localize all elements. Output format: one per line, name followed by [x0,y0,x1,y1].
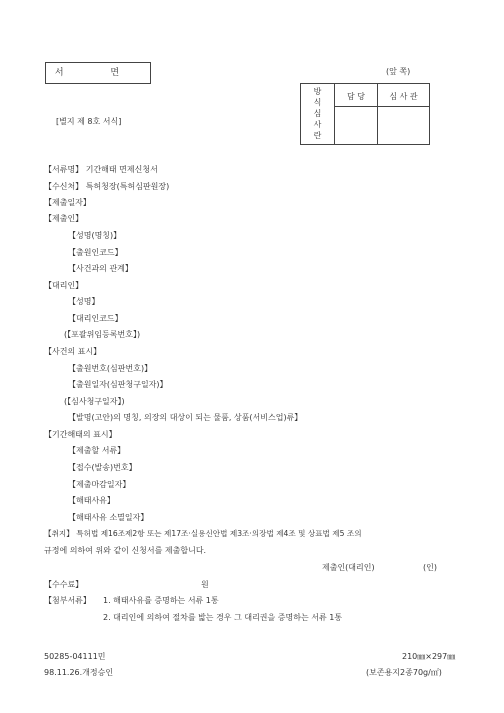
field-exam-request-date: (【심사청구일자】) [64,397,125,406]
intent-line-1: 【취지】 특허법 제16조제2항 또는 제17조·실용신안법 제3조·의장법 제4조 및 상표법 제5 조의 [44,529,362,538]
footer-paper-size: 210㎜×297㎜ [402,652,456,661]
field-application-date: 【출원일자(심판청구일자)】 [68,380,168,389]
field-invention-title: 【발명(고안)의 명칭, 의장의 대상이 되는 물품, 상품(서비스업)류】 [68,413,303,422]
attachment-item-1: 1. 해태사유를 증명하는 서류 1통 [103,596,219,605]
field-lapse-reason: 【해태사유】 [68,496,115,505]
attachments-label: 【첨부서류】 [44,596,91,605]
form-number: [별지 제 8호 서식] [56,117,122,126]
field-deadline-date: 【제출마감일자】 [68,480,131,489]
review-col-examiner-label: 심 사 관 [389,92,418,101]
field-receipt-number: 【접수(발송)번호】 [68,463,137,472]
field-agent: 【대리인】 [44,281,84,290]
review-label-char: 사 [313,120,322,129]
document-title: 서 면 [54,68,142,78]
fee-label: 【수수료】 [44,580,84,589]
submitter-signature-label: 제출인(대리인) [322,563,375,572]
field-lapse-end-date: 【해태사유 소멸일자】 [68,513,149,522]
field-case-indication: 【사건의 표시】 [44,347,102,356]
review-box [300,83,430,145]
field-lapse-indication: 【기간해태의 표시】 [44,430,117,439]
review-label-char: 식 [313,98,322,107]
field-agent-code: 【대리인코드】 [68,314,123,323]
fee-unit: 원 [201,580,209,589]
field-document-to-submit: 【제출할 서류】 [68,446,126,455]
field-applicant-code: 【출원인코드】 [68,248,123,257]
intent-line-2: 규정에 의하여 위와 같이 신청서를 제출합니다. [44,546,207,555]
review-label-char: 란 [313,131,322,140]
document-title-box [45,62,151,84]
field-application-number: 【출원번호(심판번호)】 [68,364,153,373]
field-submitter: 【제출인】 [44,214,84,223]
front-side-label: (앞 쪽) [386,67,411,76]
footer-form-code: 50285-04111민 [44,652,106,661]
field-case-relation: 【사건과의 관계】 [68,264,133,273]
field-agent-name: 【성명】 [68,297,100,306]
field-submitter-name: 【성명(명칭)】 [68,231,122,240]
review-col-officer-label: 담 당 [347,92,365,101]
seal-label: (인) [423,563,437,572]
field-submission-date: 【제출일자】 [44,198,91,207]
review-box-label [301,84,335,144]
review-label-char: 방 [313,87,322,96]
review-label-char: 심 [313,109,322,118]
field-document-name: 【서류명】 기간해태 면제신청서 [44,165,158,174]
review-col-officer [335,84,378,144]
footer-approval: 98.11.26.개정승인 [44,668,114,677]
field-recipient: 【수신처】 특허청장(특허심판원장) [44,182,170,191]
review-box-divider [335,106,429,107]
review-col-examiner [378,84,429,144]
footer-paper-type: (보존용지2종70g/㎡) [366,668,442,677]
attachment-item-2: 2. 대리인에 의하여 절차를 밟는 경우 그 대리권을 증명하는 서류 1통 [103,613,343,622]
field-general-power-no: (【포괄위임등록번호】) [64,330,141,339]
